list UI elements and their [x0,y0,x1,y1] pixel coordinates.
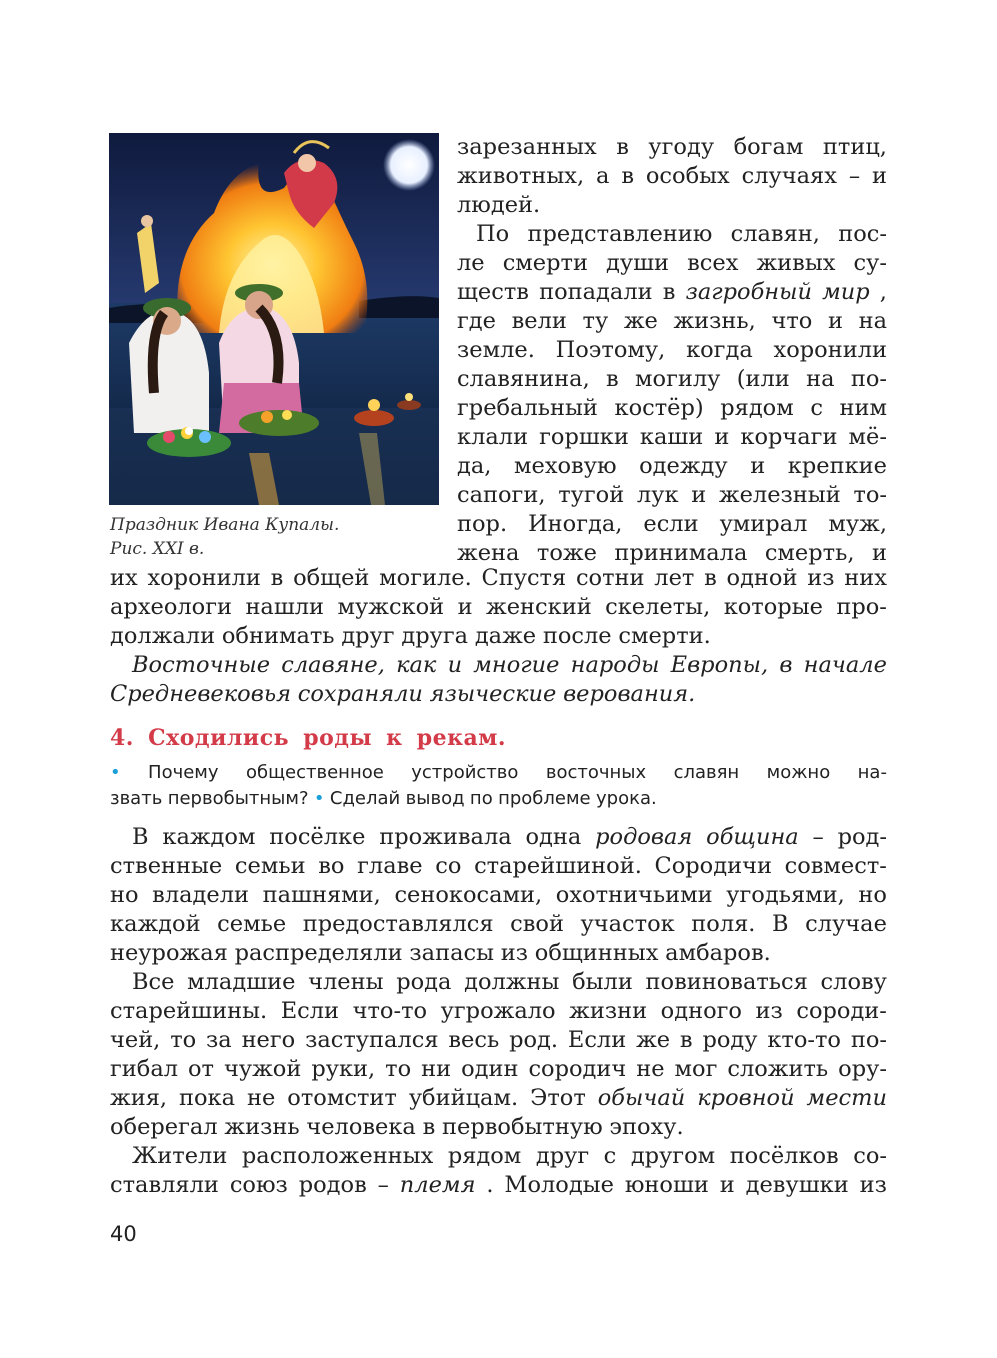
text-line: археологи нашли мужской и женский скелеты, которые про- [110,594,887,620]
text-line: людей. [457,192,541,218]
text-line: гибал от чужой руки, то ни один сородич не мог сложить ору- [110,1056,887,1082]
text-line: чей, то за него заступался весь род. Если же в роду кто-то по- [110,1027,887,1053]
text-line: их хоронили в общей могиле. Спустя сотни лет в одной из них [110,565,887,591]
text-line: Средневековья сохраняли языческие верования. [110,681,696,707]
text-line: славянина, в могилу (или на по- [457,366,887,392]
text-line: да, меховую одежду и крепкие [457,453,887,479]
text-line: оберегал жизнь человека в первобытную эпоху. [110,1114,684,1140]
kupala-illustration [109,133,439,505]
text-line: Все младшие члены рода должны были повиноваться слову [132,969,887,995]
text-line: ставляли союз родов – племя . Молодые юноши и девушки из [110,1172,887,1198]
text-line: старейшины. Если что-то угрожало жизни одного из сороди- [110,998,887,1024]
section-heading: 4. Сходились роды к рекам. [110,725,506,751]
text-line: По представлению славян, пос- [476,221,887,247]
text-line: ственные семьи во главе со старейшиной. Сородичи совмест- [110,853,887,879]
question-line: • Почему общественное устройство восточных славян можно на- [110,762,887,783]
text-line: Восточные славяне, как и многие народы Европы, в начале [132,652,887,678]
text-line: В каждом посёлке проживала одна родовая община – род- [132,824,887,850]
text-line: должали обнимать друг друга даже после смерти. [110,623,711,649]
text-line: земле. Поэтому, когда хоронили [457,337,887,363]
caption-line: Праздник Ивана Купалы. [110,515,340,535]
text-line: каждой семье предоставлялся свой участок поля. В случае [110,911,887,937]
caption-line: Рис. XXI в. [110,539,205,559]
text-line: жена тоже принимала смерть, и [457,540,887,566]
text-line: животных, а в особых случаях – и [457,163,887,189]
text-line: зарезанных в угоду богам птиц, [457,134,887,160]
text-line: клали горшки каши и корчаги мё- [457,424,887,450]
text-line: но владели пашнями, сенокосами, охотничьими угодьями, но [110,882,887,908]
text-line: Жители расположенных рядом друг с другом посёлков со- [132,1143,887,1169]
text-line: сапоги, тугой лук и железный то- [457,482,887,508]
text-line: где вели ту же жизнь, что и на [457,308,887,334]
page-number: 40 [110,1222,137,1246]
question-line: звать первобытным? • Сделай вывод по проблеме урока. [110,788,657,809]
text-line: жия, пока не отомстит убийцам. Этот обычай кровной мести [110,1085,887,1111]
text-line: ле смерти души всех живых су- [457,250,887,276]
text-line: пор. Иногда, если умирал муж, [457,511,887,537]
text-line: ществ попадали в загробный мир , [457,279,887,305]
figure-caption [110,513,430,561]
text-line: неурожая распределяли запасы из общинных амбаров. [110,940,771,966]
text-line: гребальный костёр) рядом с ним [457,395,887,421]
